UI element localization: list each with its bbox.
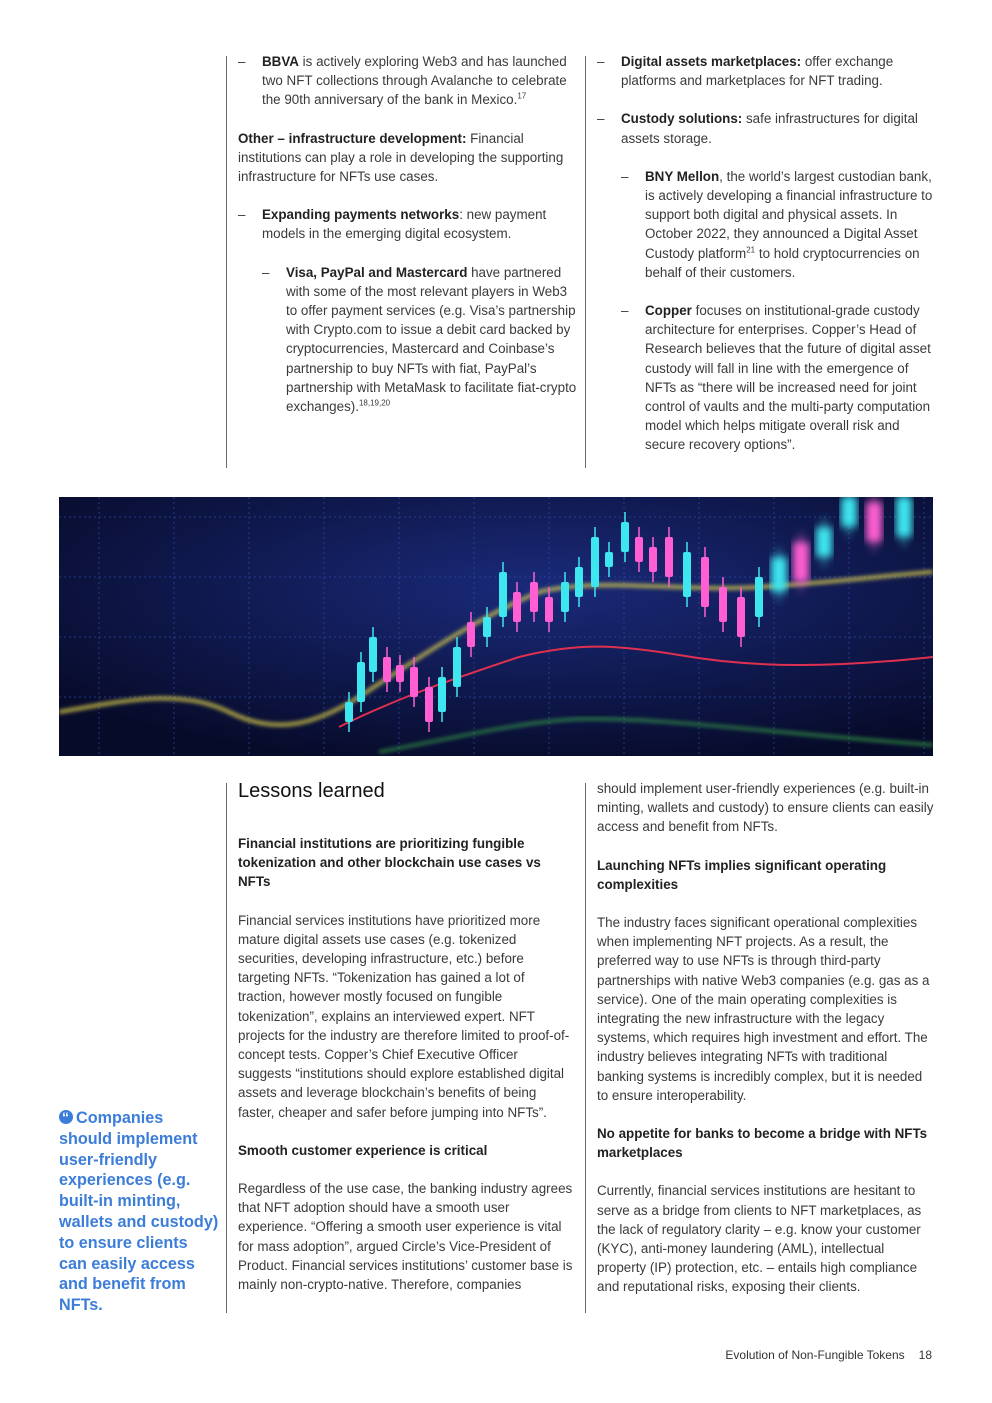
candle-body [530,582,538,612]
bullet-custody: – Custody solutions: safe infrastructures for digital assets storage. [597,111,918,146]
candle-body [665,537,673,577]
lessons-paragraph-4: Currently, financial services institutions are hesitant to serve as a bridge from clients to NFT marketplaces, as the lack of regulatory clarity – e.g. know your customer (KYC), anti-money laundering (AML), intellectual property (IP) protection, etc. – entails high compliance and reputational risks, exposing their clients. [597,1183,922,1295]
candle-body [793,542,809,582]
divider-bottom-left [226,783,227,1313]
ref-21: 21 [746,245,756,255]
candle-body [438,677,446,712]
candle-body [575,567,583,597]
lessons-left-column [238,778,574,1313]
lessons-heading-4: No appetite for banks to become a bridge with NFTs marketplaces [597,1126,928,1161]
bullet-payments: – Expanding payments networks: new payment models in the emerging digital ecosystem. [238,207,547,242]
lessons-paragraph-1: Financial services institutions have prioritized more mature digital assets use cases (e.g. tokenized securities, developing infrastructure, etc.) before targeting NFTs. “Tokenization has gained a lot of traction, however mostly focused on fungible tokenization”, explains an interviewed expert. NFT projects for the industry are therefore limited to proof-of-concept tests. Copper’s Chief Executive Officer suggests “institutions should explore established digital assets and leverage blockchain’s benefits of being faster, cheaper and safer before jumping into NFTs”. [238,912,570,1120]
candle-body [425,687,433,722]
candle-body [605,552,613,567]
candle-body [483,617,491,637]
pull-quote-text: Companies should implement user-friendly experiences (e.g. built-in minting, wallets and custody) to ensure clients can easily access and benefit from NFTs. [59,1109,219,1315]
candle-body [561,582,569,612]
pull-quote [59,1108,219,1316]
lessons-title: Lessons learned [238,780,385,802]
lessons-heading-3: Launching NFTs implies significant operating complexities [597,857,887,892]
candle-body [396,665,404,682]
candle-body [701,557,709,607]
candle [701,547,709,617]
bbva-text: is actively exploring Web3 and has launched two NFT collections through Avalanche to celebrate the 90th anniversary of the bank in Mexico. [262,54,567,108]
candle-body [771,557,787,592]
candle-body [896,497,912,537]
bullet-marketplaces: – Digital assets marketplaces: offer exchange platforms and marketplaces for NFT trading. [597,54,894,89]
candle-body [499,572,507,617]
candle [591,527,599,597]
candle-body [383,657,391,682]
candle-body [545,597,553,622]
candle-body [345,702,353,722]
candle-body [467,622,475,647]
candle-body [513,592,521,622]
candlestick-hero-image [59,497,933,756]
page-number: 18 [918,1348,932,1362]
top-left-column [238,52,578,435]
lessons-heading-2: Smooth customer experience is critical [238,1142,488,1158]
candle-body [755,577,763,617]
footer-title: Evolution of Non-Fungible Tokens [725,1348,905,1362]
lessons-paragraph-2: Regardless of the use case, the banking industry agrees that NFT adoption should have a smooth user experience. “Offering a smooth user experience is vital for mass adoption”, argued Circle’s Vice-President of Product. Financial services institutions’ customer base is mainly non-crypto-native. Therefore, companies [238,1181,573,1293]
divider-top-left [226,56,227,468]
candle-body [635,537,643,562]
candle-body [591,537,599,587]
page-footer [725,1346,932,1365]
other-infrastructure-paragraph: Other – infrastructure development: Financial institutions can play a role in developing the supporting infrastructure for NFTs use cases. [238,130,564,185]
lessons-right-column [597,779,934,1316]
candle-body [719,587,727,622]
candle-body [369,637,377,672]
ref-17: 17 [517,91,527,101]
candle-body [841,497,857,527]
lessons-heading-1: Financial institutions are prioritizing fungible tokenization and other blockchain use cases vs NFTs [238,836,541,890]
candle-body [737,597,745,637]
bbva-name: BBVA [262,54,299,69]
lessons-paragraph-2-continued: should implement user-friendly experiences (e.g. built-in minting, wallets and custody) to ensure clients can easily access and benefit from NFTs. [597,781,934,835]
candle-body [410,667,418,697]
bullet-copper: – Copper focuses on institutional-grade custody architecture for enterprises. Copper’s Head of Research believes that the future of digital asset custody will fall in line with the emergence of NFTs as “there will be increased need for joint control of vaults and the multi-party computation model which helps mitigate overall risk and secure recovery options”. [621,303,931,453]
divider-top-middle [585,56,586,468]
candle-body [816,527,832,557]
candle-body [621,522,629,552]
candle-body [683,552,691,597]
candle-body [453,647,461,687]
bullet-bbva: – BBVA is actively exploring Web3 and has launched two NFT collections through Avalanche to celebrate the 90th anniversary of the bank in Mexico.$^{17}$ [238,54,567,108]
divider-bottom-middle [585,783,586,1313]
ref-18-19-20: 18,19,20 [358,398,391,408]
candle-body [866,502,882,542]
quote-icon [59,1110,73,1124]
bullet-visa-paypal-mastercard: – Visa, PayPal and Mastercard have partnered with some of the most relevant players in Web3 to offer payment services (e.g. Visa’s partnership with Crypto.com to issue a debit card backed by cryptocurrencies, Mastercard and Coinbase’s partnership to buy NFTs with fiat, PayPal’s partnership with MetaMask to facilitate fiat-crypto exchanges).$^{18,19,20}$ [262,264,577,415]
lessons-paragraph-3: The industry faces significant operational complexities when implementing NFT projects. As a result, the preferred way to use NFTs is through third-party partnerships with native Web3 companies (e.g. gas as a service). One of the main operating complexities is integrating the new infrastructure with the legacy systems, which requires high investment and effort. The industry believes integrating NFTs with traditional banking systems is incredibly complex, but it is needed to ensure interoperability. [597,915,930,1103]
candle-body [357,662,365,702]
bullet-bny-mellon: – BNY Mellon, the world’s largest custodian bank, is actively developing a financial infrastructure to support both digital and physical assets. In October 2022, they announced a Digital Asset Custody platform$^{21}$ to hold cryptocurrencies on behalf of their customers. [621,168,933,280]
candle-body [649,547,657,572]
top-right-column [597,52,937,474]
hero-background [59,497,933,756]
